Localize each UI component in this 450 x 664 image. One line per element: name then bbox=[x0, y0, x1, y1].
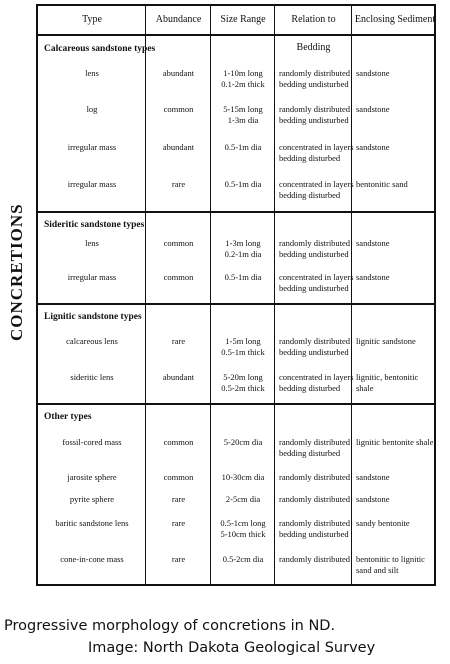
cell-size-range bbox=[211, 272, 275, 283]
caption-line-1: Progressive morphology of concretions in ND. bbox=[4, 618, 336, 634]
cell-sediment bbox=[352, 472, 438, 483]
cell-line: shale bbox=[356, 383, 374, 393]
cell-line: fossil-cored mass bbox=[62, 437, 122, 447]
caption-line-2: Image: North Dakota Geological Survey bbox=[88, 640, 376, 656]
cell-size-range bbox=[211, 238, 275, 260]
cell-size-range bbox=[211, 179, 275, 190]
cell-line: irregular mass bbox=[67, 142, 117, 152]
cell-size-range bbox=[211, 437, 275, 448]
cell-line: lens bbox=[85, 238, 99, 248]
cell-size-range bbox=[211, 372, 275, 394]
section-divider bbox=[38, 303, 434, 305]
cell-line: concentrated in layers bbox=[279, 372, 354, 382]
cell-relation bbox=[275, 372, 352, 394]
cell-line: randomly distributed bbox=[279, 437, 351, 447]
cell-line: rare bbox=[171, 336, 186, 346]
cell-sediment bbox=[352, 518, 438, 529]
cell-relation bbox=[275, 179, 352, 201]
cell-line: sandstone bbox=[356, 142, 390, 152]
cell-line: common bbox=[163, 238, 194, 248]
cell-line: randomly distributed bbox=[279, 336, 351, 346]
cell-sediment bbox=[352, 494, 438, 505]
cell-line: concentrated in layers bbox=[279, 272, 354, 282]
cell-abundance bbox=[146, 437, 211, 448]
cell-abundance bbox=[146, 472, 211, 483]
cell-size-range bbox=[211, 104, 275, 126]
cell-line: randomly distributed bbox=[279, 518, 351, 528]
cell-line: randomly distributed bbox=[279, 494, 351, 504]
cell-line: abundant bbox=[162, 372, 195, 382]
section-title: Lignitic sandstone types bbox=[44, 312, 142, 322]
cell-line: sandstone bbox=[356, 272, 390, 282]
cell-line: cone-in-cone mass bbox=[60, 554, 124, 564]
cell-line: 0.5-1m thick bbox=[221, 347, 265, 357]
cell-line: sandstone bbox=[356, 472, 390, 482]
cell-relation bbox=[275, 518, 352, 540]
cell-abundance bbox=[146, 372, 211, 383]
cell-line: 0.5-2cm dia bbox=[222, 554, 264, 564]
concretions-table bbox=[36, 4, 436, 586]
cell-line: common bbox=[163, 272, 194, 282]
cell-line: 10-30cm dia bbox=[221, 472, 265, 482]
cell-sediment bbox=[352, 437, 438, 448]
cell-size-range bbox=[211, 554, 275, 565]
header-relation: Relation to Bedding bbox=[291, 14, 336, 53]
section-divider bbox=[38, 211, 434, 213]
cell-line: bedding undisturbed bbox=[279, 249, 349, 259]
header-abundance: Abundance bbox=[155, 14, 202, 25]
section-title: Other types bbox=[44, 412, 92, 422]
cell-type bbox=[38, 142, 146, 153]
header-type: Type bbox=[82, 14, 102, 25]
cell-line: bedding undisturbed bbox=[279, 283, 349, 293]
cell-relation bbox=[275, 494, 352, 505]
cell-abundance bbox=[146, 238, 211, 249]
cell-type bbox=[38, 472, 146, 483]
cell-line: 5-10cm thick bbox=[220, 529, 266, 539]
cell-type bbox=[38, 518, 146, 529]
cell-line: randomly distributed bbox=[279, 472, 351, 482]
cell-sediment bbox=[352, 104, 438, 115]
cell-line: sandstone bbox=[356, 494, 390, 504]
cell-sediment bbox=[352, 179, 438, 190]
cell-line: bedding undisturbed bbox=[279, 79, 349, 89]
cell-line: 0.5-2m thick bbox=[221, 383, 265, 393]
cell-abundance bbox=[146, 272, 211, 283]
cell-line: 0.5-1m dia bbox=[224, 179, 262, 189]
cell-type bbox=[38, 372, 146, 383]
cell-sediment bbox=[352, 336, 438, 347]
cell-type bbox=[38, 272, 146, 283]
cell-line: bedding disturbed bbox=[279, 383, 341, 393]
cell-relation bbox=[275, 554, 352, 565]
cell-line: 1-3m long bbox=[225, 238, 261, 248]
cell-type bbox=[38, 179, 146, 190]
header-size-range: Size Range bbox=[220, 14, 266, 25]
cell-line: bedding undisturbed bbox=[279, 347, 349, 357]
cell-relation bbox=[275, 472, 352, 483]
cell-line: 5-20cm dia bbox=[223, 437, 263, 447]
side-title: CONCRETIONS bbox=[7, 203, 26, 341]
section-divider bbox=[38, 403, 434, 405]
cell-relation bbox=[275, 272, 352, 294]
cell-line: abundant bbox=[162, 142, 195, 152]
cell-line: sand and silt bbox=[356, 565, 399, 575]
cell-line: bedding disturbed bbox=[279, 190, 341, 200]
cell-size-range bbox=[211, 68, 275, 90]
cell-sediment bbox=[352, 142, 438, 153]
cell-size-range bbox=[211, 518, 275, 540]
cell-abundance bbox=[146, 554, 211, 565]
cell-relation bbox=[275, 142, 352, 164]
cell-line: 1-5m long bbox=[225, 336, 261, 346]
cell-abundance bbox=[146, 518, 211, 529]
cell-sediment bbox=[352, 68, 438, 79]
cell-line: 1-3m dia bbox=[227, 115, 259, 125]
cell-line: randomly distributed bbox=[279, 238, 351, 248]
cell-line: 0.5-1cm long bbox=[220, 518, 266, 528]
cell-type bbox=[38, 68, 146, 79]
cell-line: common bbox=[163, 437, 194, 447]
cell-line: bedding disturbed bbox=[279, 153, 341, 163]
cell-line: abundant bbox=[162, 68, 195, 78]
cell-line: common bbox=[163, 104, 194, 114]
cell-line: concentrated in layers bbox=[279, 142, 354, 152]
cell-relation bbox=[275, 336, 352, 358]
cell-line: randomly distributed bbox=[279, 104, 351, 114]
cell-relation bbox=[275, 68, 352, 90]
cell-line: lens bbox=[85, 68, 99, 78]
section-title: Calcareous sandstone types bbox=[44, 44, 156, 54]
cell-line: bedding disturbed bbox=[279, 448, 341, 458]
cell-line: irregular mass bbox=[67, 272, 117, 282]
cell-line: log bbox=[86, 104, 98, 114]
cell-sediment bbox=[352, 554, 438, 576]
cell-type bbox=[38, 336, 146, 347]
cell-line: rare bbox=[171, 179, 186, 189]
cell-sediment bbox=[352, 372, 438, 394]
cell-line: bedding undisturbed bbox=[279, 529, 349, 539]
cell-abundance bbox=[146, 179, 211, 190]
cell-line: 2-5cm dia bbox=[225, 494, 261, 504]
cell-size-range bbox=[211, 472, 275, 483]
cell-line: sandstone bbox=[356, 68, 390, 78]
cell-line: baritic sandstone lens bbox=[55, 518, 129, 528]
cell-type bbox=[38, 104, 146, 115]
cell-relation bbox=[275, 238, 352, 260]
cell-size-range bbox=[211, 142, 275, 153]
header-sediment: Enclosing Sediment bbox=[354, 14, 436, 25]
cell-line: 0.5-1m dia bbox=[224, 272, 262, 282]
cell-line: bedding undisturbed bbox=[279, 115, 349, 125]
cell-abundance bbox=[146, 494, 211, 505]
cell-line: bentonitic sand bbox=[356, 179, 408, 189]
cell-line: rare bbox=[171, 494, 186, 504]
cell-type bbox=[38, 238, 146, 249]
cell-line: rare bbox=[171, 518, 186, 528]
cell-line: jarosite sphere bbox=[67, 472, 117, 482]
cell-line: common bbox=[163, 472, 194, 482]
cell-line: 5-15m long bbox=[223, 104, 263, 114]
cell-line: lignitic bentonite shale bbox=[356, 437, 434, 447]
cell-line: 0.5-1m dia bbox=[224, 142, 262, 152]
cell-type bbox=[38, 494, 146, 505]
cell-line: sideritic lens bbox=[70, 372, 114, 382]
cell-line: sandstone bbox=[356, 104, 390, 114]
cell-sediment bbox=[352, 238, 438, 249]
cell-line: concentrated in layers bbox=[279, 179, 354, 189]
cell-line: randomly distributed bbox=[279, 68, 351, 78]
cell-line: calcareous lens bbox=[66, 336, 118, 346]
cell-line: randomly distributed bbox=[279, 554, 351, 564]
cell-line: lignitic sandstone bbox=[356, 336, 416, 346]
cell-type bbox=[38, 437, 146, 448]
cell-type bbox=[38, 554, 146, 565]
cell-line: irregular mass bbox=[67, 179, 117, 189]
cell-relation bbox=[275, 437, 352, 459]
cell-line: 5-20m long bbox=[223, 372, 263, 382]
cell-relation bbox=[275, 104, 352, 126]
cell-line: sandstone bbox=[356, 238, 390, 248]
cell-line: 0.2-1m dia bbox=[224, 249, 262, 259]
section-title: Sideritic sandstone types bbox=[44, 220, 145, 230]
cell-line: lignitic, bentonitic bbox=[356, 372, 419, 382]
cell-size-range bbox=[211, 494, 275, 505]
cell-line: bentonitic to lignitic bbox=[356, 554, 425, 564]
cell-abundance bbox=[146, 68, 211, 79]
cell-line: 0.1-2m thick bbox=[221, 79, 265, 89]
cell-size-range bbox=[211, 336, 275, 358]
cell-abundance bbox=[146, 104, 211, 115]
cell-abundance bbox=[146, 336, 211, 347]
cell-line: pyrite sphere bbox=[69, 494, 115, 504]
cell-abundance bbox=[146, 142, 211, 153]
cell-line: sandy bentonite bbox=[356, 518, 410, 528]
cell-line: rare bbox=[171, 554, 186, 564]
cell-line: 1-10m long bbox=[223, 68, 263, 78]
cell-sediment bbox=[352, 272, 438, 283]
